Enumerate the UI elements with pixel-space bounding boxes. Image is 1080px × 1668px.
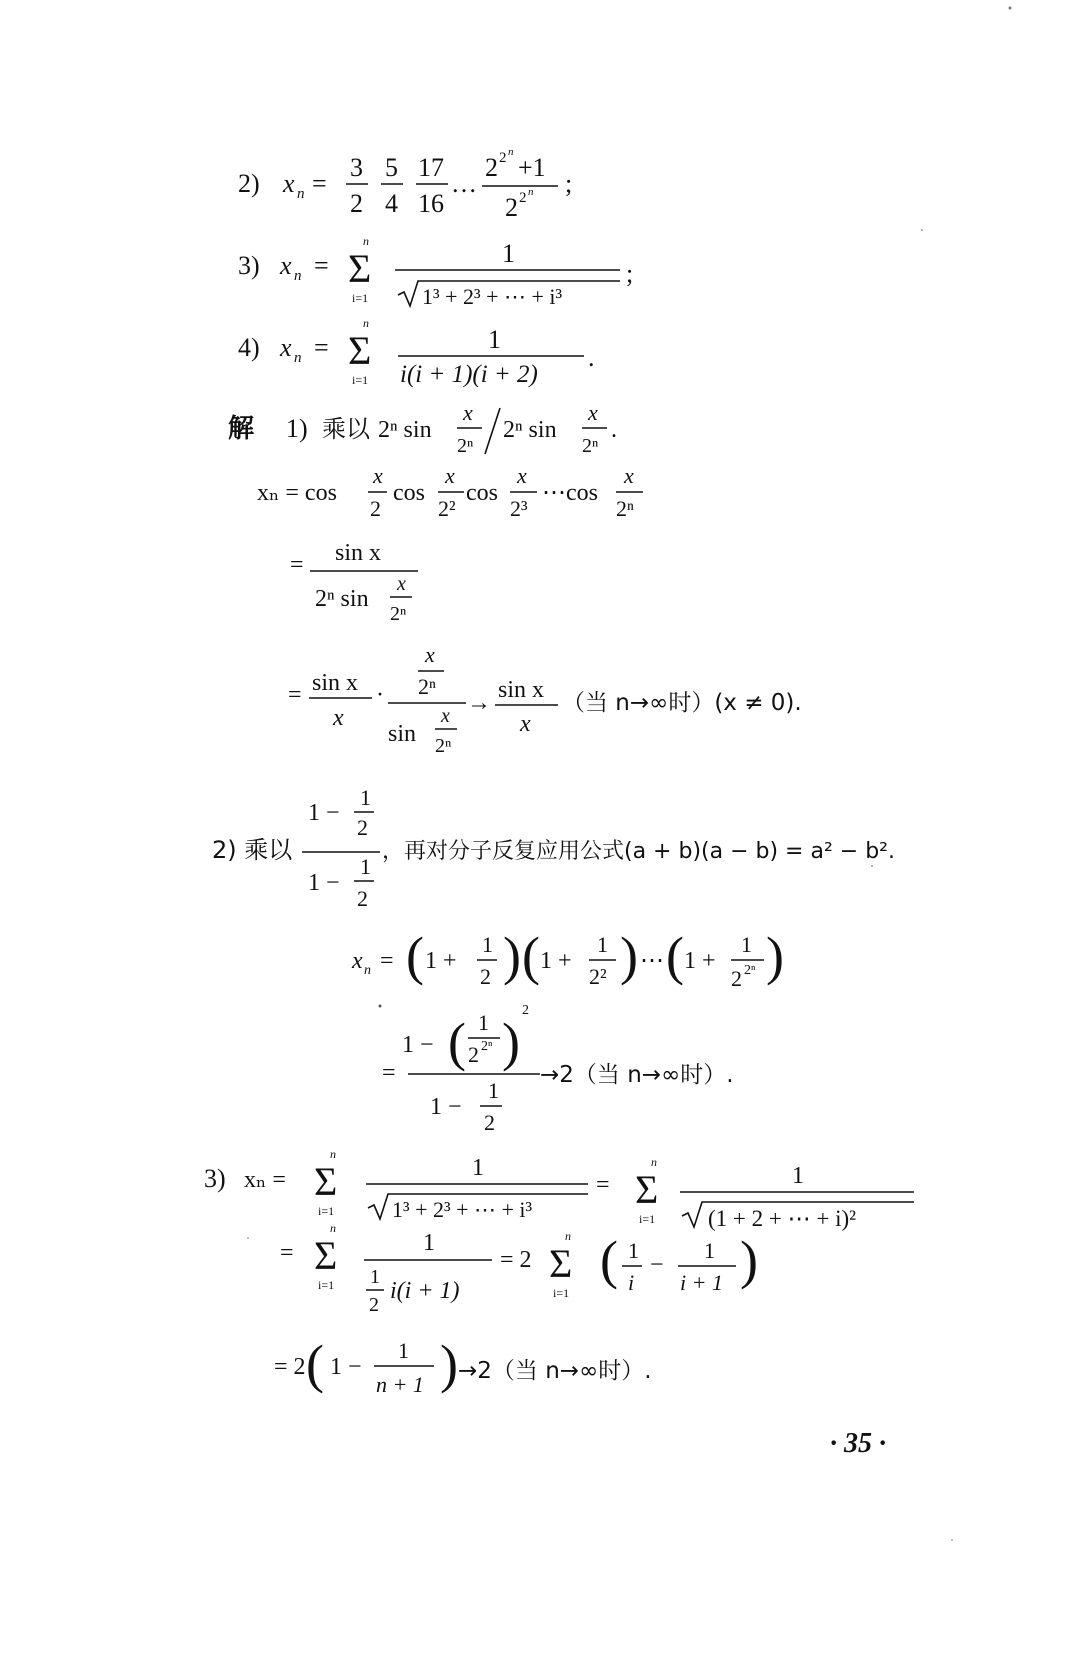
fraction-num: sin x [498,677,545,703]
solution-3 [204,1147,914,1397]
equals-sign: = [312,169,327,198]
paren-open: ( [406,926,424,986]
fraction-num: 1 − [308,800,340,826]
scan-specks [247,7,1012,1542]
fraction-den: 2 [370,496,381,521]
half-num: 1 [360,854,371,879]
sigma-icon: Σ [314,1159,338,1204]
half-den: 2 [357,815,368,840]
half-den: 2 [484,1110,495,1135]
fraction-num: 1 − [402,1032,434,1058]
dot-operator: · [376,682,384,708]
subscript-n: n [294,268,302,284]
paren-close: ) [440,1334,458,1394]
equals-sign: = [382,1060,396,1086]
fraction-num: x [588,400,598,425]
paren-open: ( [666,926,684,986]
fraction-num: 1 [482,932,493,957]
fraction-num: x [517,463,527,488]
problem-3 [238,234,633,309]
paren-close: ) [620,926,638,986]
paren-open: ( [306,1334,324,1394]
equation-lhs: xₙ = [244,1167,286,1193]
fraction-den: 1 − [308,870,340,896]
solution-1-label: 1) [286,414,308,443]
cos-text: cos [393,480,425,506]
fraction-den: 16 [418,189,444,218]
fraction-num: 1 [704,1238,715,1263]
solution-heading: 解 [228,414,255,444]
paren-open: ( [522,926,540,986]
sin-text: sin [388,721,417,747]
sigma-icon: Σ [348,246,372,291]
fraction-den: 1³ + 2³ + ⋯ + i³ [422,284,563,309]
fraction-den: 2² [438,496,456,521]
problem-4-label: 4) [238,333,260,362]
sigma-icon: Σ [635,1167,659,1212]
semicolon: ; [626,259,634,288]
equals-sign: = [314,333,329,362]
half-num: 1 [488,1078,499,1103]
half-num: 1 [370,1266,380,1288]
fraction-num: 1 [423,1230,435,1256]
sum-upper: n [565,1229,571,1243]
page-number: · 35 · [830,1428,886,1459]
formula-text: ，再对分子反复应用公式(a + b)(a − b) = a² − b². [382,839,895,864]
var-x: x [280,251,292,280]
fraction-num: 1 [597,932,608,957]
sum-upper: n [330,1147,336,1161]
problem-2-label: 2) [238,169,260,198]
fraction-num: x [373,463,383,488]
fraction-num: 1 [478,1010,489,1035]
problem-3-label: 3) [238,251,260,280]
fraction-num: 1 [792,1163,804,1189]
plus-term: 1 + [425,948,457,974]
cos-text: cos [466,480,498,506]
semicolon: ; [565,169,573,198]
plus-term: 1 + [540,948,572,974]
minus-term: 1 − [330,1354,362,1380]
fraction-num: x [463,400,473,425]
factor-text: 2ⁿ sin [503,417,557,443]
power-exp: 2 [499,150,507,166]
period: . [611,417,617,443]
sum-upper: n [651,1155,657,1169]
fraction-den: 2² [589,964,607,989]
sum-lower: i=1 [318,1204,335,1218]
fraction-den: 2ⁿ [457,435,474,457]
fraction-den: 2 [350,189,363,218]
fraction-den: x [333,705,344,731]
power-exp: 2ⁿ [481,1039,493,1054]
sigma-icon: Σ [348,328,372,373]
fraction-num: x [445,463,455,488]
fraction-den: 2 [480,964,491,989]
paren-close: ) [740,1230,758,1290]
paren-open: ( [600,1230,618,1290]
power-exp: 2ⁿ [744,963,756,978]
factor-text: 2ⁿ sin [378,417,432,443]
result-text: →2（当 n→∞时）. [458,1358,652,1384]
result-text: →2（当 n→∞时）. [540,1062,734,1088]
period: . [588,343,595,372]
plus-one: +1 [518,153,546,182]
var-x: x [280,333,292,362]
fraction-num: 1 [741,932,752,957]
subscript-n: n [294,350,302,366]
sum-lower: i=1 [318,1278,335,1292]
subscript-n: n [297,186,305,202]
solution-3-label: 3) [204,1164,226,1193]
fraction-den: (1 + 2 + ⋯ + i)² [708,1206,857,1231]
fraction-den: 1 − [430,1094,462,1120]
fraction-num: x [624,463,634,488]
equals-sign: = [290,552,304,578]
equals-sign: = [280,1240,294,1266]
paren-open: ( [448,1012,466,1072]
equals-sign: = [288,682,302,708]
sum-lower: i=1 [352,291,369,305]
half-den: 2 [357,886,368,911]
fraction-den: i(i + 1)(i + 2) [400,361,538,388]
fraction-den: 4 [385,189,398,218]
paren-close: ) [502,1012,520,1072]
power-exp: 2 [519,190,527,206]
ellipsis: … [451,169,477,198]
paren-close: ) [766,926,784,986]
fraction-den: i [628,1270,635,1295]
ellipsis: ⋯cos [542,480,598,506]
sum-upper: n [363,316,369,330]
equals-sign: = [314,251,329,280]
fraction-num: 3 [350,153,363,182]
fraction-den: 2ⁿ [616,496,634,521]
fraction-num: 1 [398,1338,409,1363]
solution-2-label: 2) 乘以 [212,836,293,864]
fraction-den: n + 1 [376,1372,424,1397]
fraction-num: x [397,573,406,595]
sigma-icon: Σ [314,1233,338,1278]
power-exp: 2 [522,1003,529,1018]
fraction-den: 1³ + 2³ + ⋯ + i³ [392,1197,533,1222]
fraction-num: 1 [502,239,515,268]
fraction-den: 2ⁿ [582,435,599,457]
fraction-den: i(i + 1) [390,1278,460,1304]
fraction-num: sin x [312,670,359,696]
fraction-den: 2 [468,1042,479,1067]
fraction-den: 2 [731,966,742,991]
fraction-num: 1 [488,325,501,354]
solution-2 [212,785,895,1135]
fraction-num: 5 [385,153,398,182]
sigma-icon: Σ [549,1241,573,1286]
ellipsis: ⋯ [640,948,664,974]
fraction-num: sin x [335,540,382,566]
half-num: 1 [360,785,371,810]
var-x: x [283,169,295,198]
condition-text: （当 n→∞时）(x ≠ 0). [562,690,802,716]
fraction-den: i + 1 [680,1270,723,1295]
fraction-num: 1 [628,1238,639,1263]
minus-sign: − [650,1252,664,1278]
fraction-num: 1 [472,1155,484,1181]
fraction-den: 2³ [510,496,528,521]
sum-lower: i=1 [639,1212,656,1226]
arrow-icon: → [467,690,491,716]
fraction-num: 17 [418,153,444,182]
var-x: x [352,948,363,974]
equals-sign: = [380,948,394,974]
equals-two: = 2 [274,1354,306,1380]
power-base: 2 [505,193,518,222]
intro-text: 乘以 [322,415,370,443]
sum-upper: n [363,234,369,248]
sum-lower: i=1 [352,373,369,387]
slash [485,408,500,454]
solution-1 [228,400,802,757]
fraction-den: 2ⁿ sin [315,586,369,612]
power-exp2: n [508,146,514,158]
paren-close: ) [503,926,521,986]
equals-two: = 2 [500,1247,532,1273]
equation-lhs: xₙ = cos [257,480,337,506]
fraction-den: 2ⁿ [418,674,436,699]
fraction-den: 2ⁿ [390,603,407,625]
sum-upper: n [330,1221,336,1235]
fraction-den: 2ⁿ [435,735,452,757]
problem-2 [238,146,572,222]
problem-4 [238,316,595,388]
fraction-num: x [425,642,435,667]
fraction-den: x [520,711,531,737]
half-den: 2 [369,1294,379,1316]
sum-lower: i=1 [553,1286,570,1300]
plus-term: 1 + [684,948,716,974]
fraction-num: x [441,705,450,727]
subscript-n: n [364,963,371,978]
power-exp2: n [528,186,534,198]
equals-sign: = [596,1172,610,1198]
power-base: 2 [485,153,498,182]
